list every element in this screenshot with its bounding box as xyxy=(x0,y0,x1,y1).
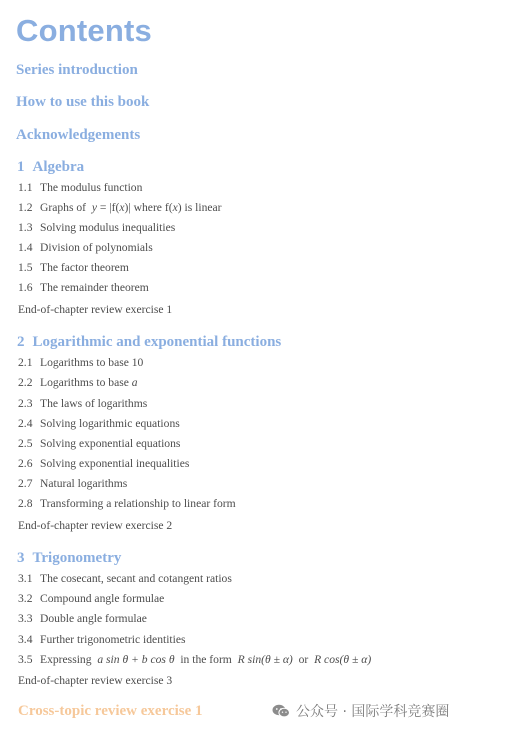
toc-cross-topic-review-1[interactable]: Cross-topic review exercise 1 xyxy=(18,703,203,719)
toc-section-3-5[interactable]: 3.5 Expressing a sin θ + b cos θ in the form R sin(θ ± α) or R cos(θ ± α) xyxy=(18,653,372,666)
chapter-2-heading[interactable] xyxy=(17,333,281,351)
toc-section-2-4[interactable]: 2.4 Solving logarithmic equations xyxy=(18,417,180,430)
chapter-1-heading[interactable] xyxy=(17,158,84,176)
toc-entry-acknowledgements[interactable]: Acknowledgements xyxy=(16,127,141,143)
wechat-icon xyxy=(272,704,290,718)
toc-entry-how-to-use[interactable]: How to use this book xyxy=(16,94,150,110)
chapter-title: Algebra xyxy=(32,159,85,175)
toc-entry-series-introduction[interactable]: Series introduction xyxy=(16,62,138,78)
chapter-title: Logarithmic and exponential functions xyxy=(32,334,282,350)
toc-section-3-2[interactable]: 3.2 Compound angle formulae xyxy=(18,592,165,605)
toc-section-2-1[interactable]: 2.1 Logarithms to base 10 xyxy=(18,356,144,369)
toc-section-2-2[interactable]: 2.2 Logarithms to base a xyxy=(18,376,138,389)
toc-section-2-8[interactable]: 2.8 Transforming a relationship to linear form xyxy=(18,497,236,510)
formula-expression: R sin(θ ± α) xyxy=(237,653,293,666)
toc-section-3-1[interactable]: 3.1 The cosecant, secant and cotangent ratios xyxy=(18,572,232,585)
formula-expression: R cos(θ ± α) xyxy=(314,653,372,666)
formula-expression: a sin θ + b cos θ xyxy=(97,653,175,666)
toc-section-1-3[interactable]: 1.3 Solving modulus inequalities xyxy=(18,221,176,234)
toc-section-2-5[interactable]: 2.5 Solving exponential equations xyxy=(18,437,181,450)
chapter-3-heading[interactable] xyxy=(17,549,121,567)
chapter-number: 1 xyxy=(17,159,25,175)
watermark xyxy=(272,700,449,722)
toc-section-1-6[interactable]: 1.6 The remainder theorem xyxy=(18,281,149,294)
chapter-number: 2 xyxy=(17,334,25,350)
toc-section-1-4[interactable]: 1.4 Division of polynomials xyxy=(18,241,153,254)
chapter-number: 3 xyxy=(17,550,25,566)
toc-section-1-5[interactable]: 1.5 The factor theorem xyxy=(18,261,129,274)
toc-section-1-2[interactable]: 1.2 Graphs of y = |f(x)| where f(x) is linear xyxy=(18,201,222,214)
toc-review-exercise-3[interactable]: End-of-chapter review exercise 3 xyxy=(18,674,173,687)
toc-section-3-3[interactable]: 3.3 Double angle formulae xyxy=(18,612,147,625)
toc-section-2-6[interactable]: 2.6 Solving exponential inequalities xyxy=(18,457,190,470)
toc-section-2-7[interactable]: 2.7 Natural logarithms xyxy=(18,477,128,490)
toc-review-exercise-1[interactable]: End-of-chapter review exercise 1 xyxy=(18,303,173,316)
watermark-text: 公众号 · 国际学科竞赛圈 xyxy=(296,704,450,720)
toc-section-1-1[interactable]: 1.1 The modulus function xyxy=(18,181,143,194)
toc-section-2-3[interactable]: 2.3 The laws of logarithms xyxy=(18,397,148,410)
page-title: Contents xyxy=(16,13,152,48)
toc-section-3-4[interactable]: 3.4 Further trigonometric identities xyxy=(18,633,186,646)
toc-review-exercise-2[interactable]: End-of-chapter review exercise 2 xyxy=(18,519,173,532)
chapter-title: Trigonometry xyxy=(32,550,122,566)
